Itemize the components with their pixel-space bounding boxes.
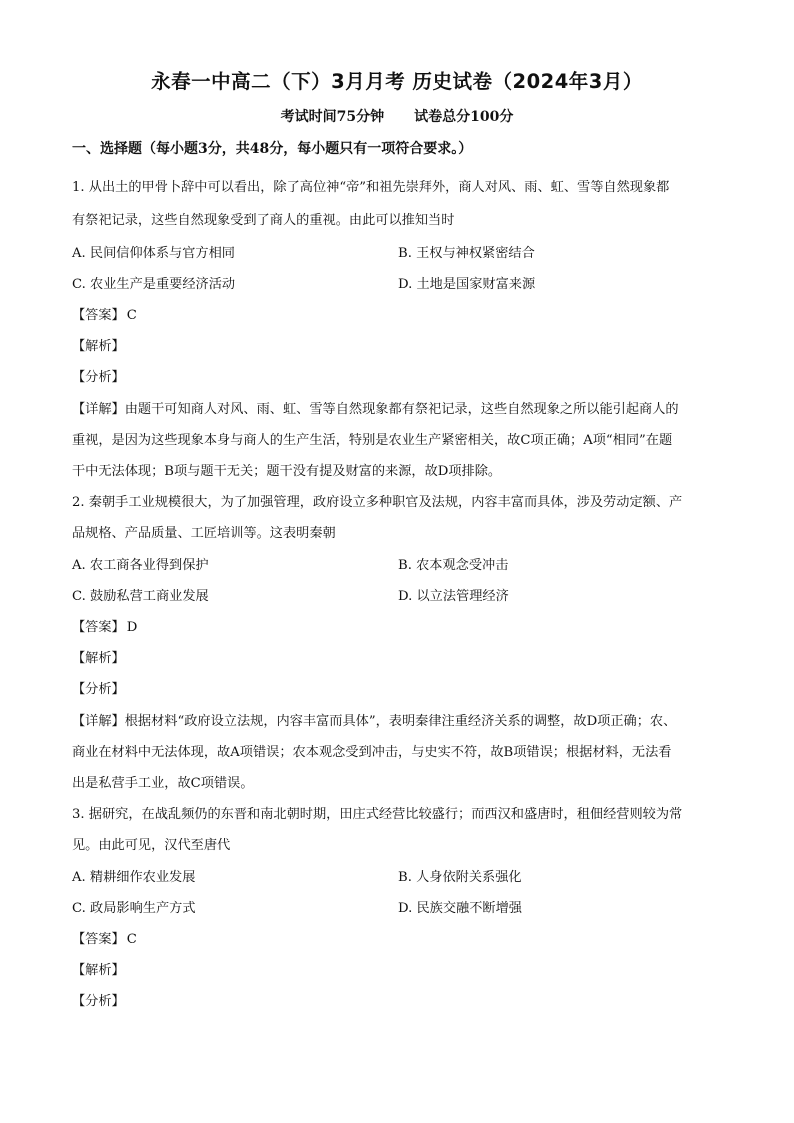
- detail-text: 重视，是因为这些现象本身与商人的生产生活，特别是农业生产紧密相关，故C项正确；A项“相同”在题: [72, 433, 673, 448]
- answer-value: D: [126, 620, 138, 635]
- option-d: D. 以立法管理经济: [398, 589, 509, 604]
- detail-text: 【详解】由题干可知商人对风、雨、虹、雪等自然现象都有祭祀记录，这些自然现象之所以能引起商人的: [72, 402, 679, 417]
- fenxi-label: 【分析】: [72, 994, 125, 1009]
- question-stem: 有祭祀记录，这些自然现象受到了商人的重视。由此可以推知当时: [72, 213, 455, 228]
- analysis-label: 【解析】: [72, 339, 125, 354]
- analysis-label: 【解析】: [72, 651, 125, 666]
- fenxi-label: 【分析】: [72, 682, 125, 697]
- answer-row: [72, 618, 137, 638]
- answer-value: C: [126, 932, 137, 947]
- analysis-label: 【解析】: [72, 963, 125, 978]
- page-title: 永春一中高二（下）3月月考 历史试卷（2024年3月）: [151, 70, 643, 93]
- option-c: C. 鼓励私营工商业发展: [72, 589, 209, 604]
- answer-label: 【答案】: [72, 620, 125, 635]
- question-stem-continue: 的甲骨卜辞中可以看出，除了高位神“帝”和祖先崇拜外，商人对风、雨、虹、雪等自然现象都: [128, 180, 670, 195]
- fenxi-label: 【分析】: [72, 370, 125, 385]
- answer-label: 【答案】: [72, 932, 125, 947]
- total-score: 试卷总分100分: [414, 109, 514, 125]
- option-a: A. 农工商各业得到保护: [72, 558, 209, 573]
- detail-text: 【详解】根据材料“政府设立法规，内容丰富而具体”，表明秦律注重经济关系的调整，故D项正确；农、: [72, 714, 677, 729]
- question-stem: 品规格、产品质量、工匠培训等。这表明秦朝: [72, 526, 336, 541]
- answer-value: C: [126, 308, 137, 323]
- option-c: C. 农业生产是重要经济活动: [72, 277, 236, 292]
- option-b: B. 人身依附关系强化: [398, 870, 522, 885]
- detail-text: 商业在材料中无法体现，故A项错误；农本观念受到冲击，与史实不符，故B项错误；根据材料，无法看: [72, 745, 672, 760]
- exam-time: 考试时间75分钟: [280, 109, 385, 125]
- answer-label: 【答案】: [72, 308, 125, 323]
- detail-text: 出是私营手工业，故C项错误。: [72, 776, 254, 791]
- section-heading: 一、选择题（每小题3分，共48分，每小题只有一项符合要求。）: [72, 141, 473, 157]
- question-stem-start: 1. 从出土: [72, 180, 129, 195]
- question-stem: 3. 据研究，在战乱频仍的东晋和南北朝时期，田庄式经营比较盛行；而西汉和盛唐时，租佃经营则较为常: [72, 807, 683, 822]
- exam-info: [0, 106, 794, 126]
- answer-row: [72, 306, 137, 326]
- option-a: A. 民间信仰体系与官方相同: [72, 246, 235, 261]
- option-b: B. 王权与神权紧密结合: [398, 246, 535, 261]
- question-stem: 2. 秦朝手工业规模很大，为了加强管理，政府设立多种职官及法规，内容丰富而具体，涉及劳动定额、产: [72, 495, 683, 510]
- option-a: A. 精耕细作农业发展: [72, 870, 196, 885]
- detail-text: 干中无法体现；B项与题干无关；题干没有提及财富的来源，故D项排除。: [72, 464, 502, 479]
- option-c: C. 政局影响生产方式: [72, 901, 196, 916]
- question-stem: [72, 178, 724, 198]
- answer-row: [72, 930, 137, 950]
- option-d: D. 民族交融不断增强: [398, 901, 522, 916]
- option-b: B. 农本观念受冲击: [398, 558, 509, 573]
- option-d: D. 土地是国家财富来源: [398, 277, 536, 292]
- question-stem: 见。由此可见，汉代至唐代: [72, 838, 231, 853]
